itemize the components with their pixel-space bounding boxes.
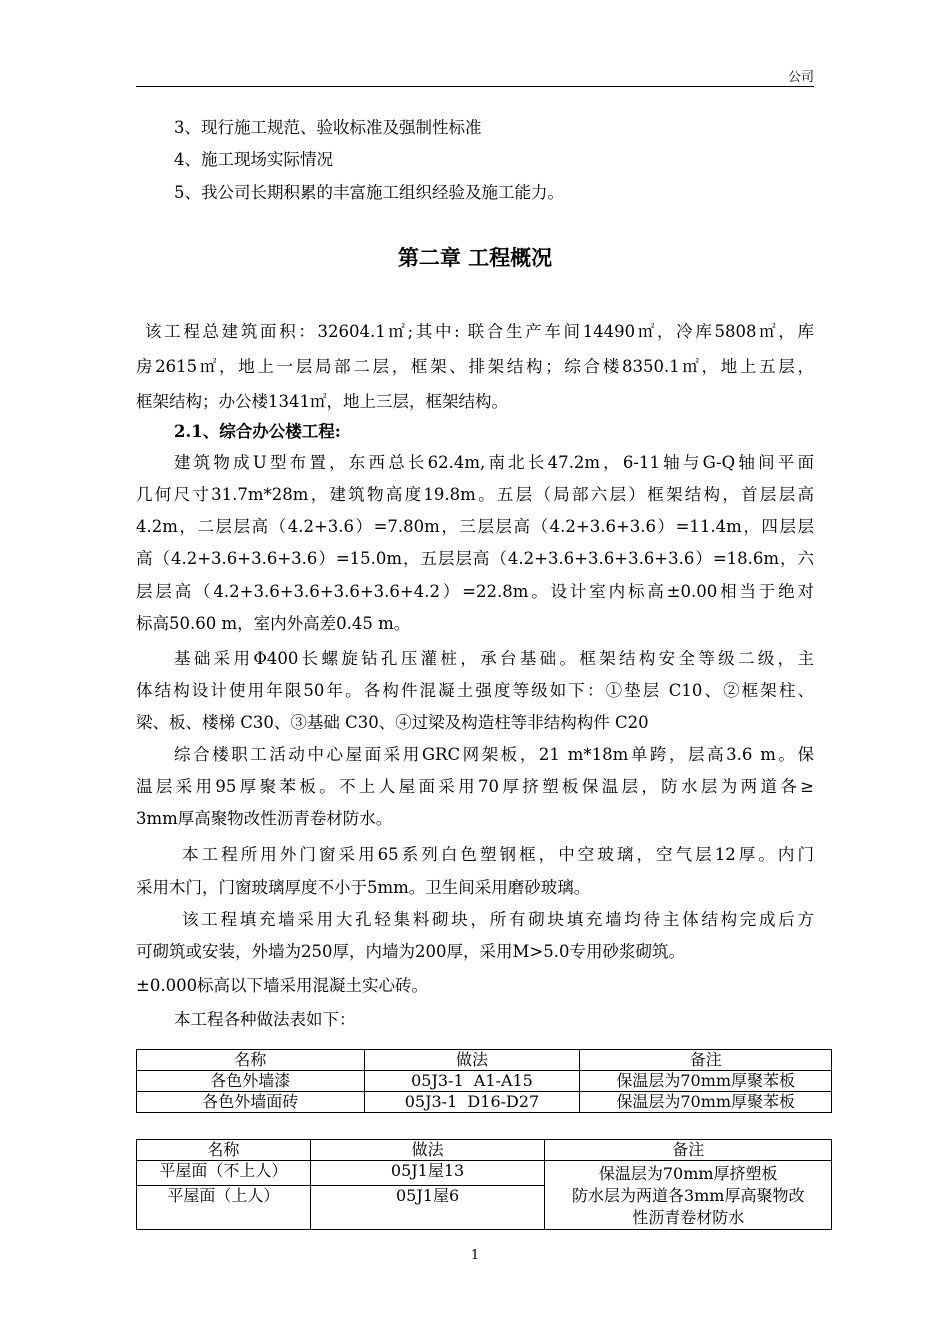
note-line: 保温层为70mm厚挤塑板 bbox=[598, 1164, 778, 1183]
table-cell: 保温层为70mm厚聚苯板 bbox=[580, 1092, 832, 1113]
header-cell: 名称 bbox=[137, 1140, 311, 1161]
table-cell: 05J3-1 D16-D27 bbox=[364, 1092, 580, 1113]
table-row bbox=[137, 1092, 832, 1113]
overview-line: 房2615㎡，地上一层局部二层，框架、排架结构；综合楼8350.1㎡，地上五层， bbox=[136, 357, 814, 376]
table-cell: 平屋面（上人） bbox=[137, 1186, 311, 1230]
table-intro: 本工程各种做法表如下： bbox=[174, 1010, 356, 1029]
paragraph-line: 体结构设计使用年限50年。各构件混凝土强度等级如下：①垫层 C10、②框架柱、 bbox=[136, 681, 814, 700]
paragraph-line: 可砌筑或安装，外墙为250厚，内墙为200厚，采用M>5.0专用砂浆砌筑。 bbox=[136, 942, 685, 961]
header-cell: 做法 bbox=[310, 1140, 545, 1161]
paragraph-line: 标高50.60 m，室内外高差0.45 m。 bbox=[136, 614, 411, 633]
header-rule bbox=[136, 86, 814, 87]
paragraph-line: 该工程填充墙采用大孔轻集料砌块，所有砌块填充墙均待主体结构完成后方 bbox=[182, 910, 814, 929]
paragraph-line: 高（4.2+3.6+3.6+3.6）=15.0m，五层层高（4.2+3.6+3.6+3.6+3.6）=18.6m，六 bbox=[136, 549, 814, 568]
header-company: 公司 bbox=[787, 70, 814, 85]
note-line: 防水层为两道各3mm厚高聚物改 bbox=[571, 1186, 805, 1205]
paragraph-line: 综合楼职工活动中心屋面采用GRC网架板，21 m*18m单跨，层高3.6 m。保 bbox=[174, 745, 814, 764]
paragraph-line: 3mm厚高聚物改性沥青卷材防水。 bbox=[136, 809, 393, 828]
paragraph-line: ±0.000标高以下墙采用混凝土实心砖。 bbox=[136, 976, 429, 995]
basis-item: 5、我公司长期积累的丰富施工组织经验及施工能力。 bbox=[174, 183, 564, 202]
header-cell: 名称 bbox=[137, 1050, 365, 1071]
methods-table-walls bbox=[136, 1049, 832, 1113]
header-cell: 做法 bbox=[364, 1050, 580, 1071]
paragraph-line: 建筑物成U型布置，东西总长62.4m,南北长47.2m，6-11轴与G-Q轴间平面 bbox=[174, 453, 814, 472]
table-cell: 05J3-1 A1-A15 bbox=[364, 1071, 580, 1092]
header-cell: 备注 bbox=[545, 1140, 832, 1161]
paragraph-line: 4.2m，二层层高（4.2+3.6）=7.80m，三层层高（4.2+3.6+3.6）=11.4m，四层层 bbox=[136, 517, 814, 536]
table-cell: 05J1屋13 bbox=[310, 1161, 545, 1186]
overview-line: 该工程总建筑面积：32604.1㎡;其中: 联合生产车间14490㎡，冷库5808㎡，库 bbox=[145, 322, 814, 341]
table-header-row bbox=[137, 1050, 832, 1071]
chapter-title: 第二章 工程概况 bbox=[397, 246, 553, 270]
paragraph-line: 几何尺寸31.7m*28m，建筑物高度19.8m。五层（局部六层）框架结构，首层层高 bbox=[136, 485, 814, 504]
paragraph-line: 基础采用Φ400长螺旋钻孔压灌桩，承台基础。框架结构安全等级二级，主 bbox=[174, 649, 814, 668]
methods-table-roofs bbox=[136, 1139, 832, 1230]
page-number: 1 bbox=[470, 1248, 480, 1263]
section-heading: 2.1、综合办公楼工程: bbox=[174, 422, 341, 441]
paragraph-line: 温层采用95厚聚苯板。不上人屋面采用70厚挤塑板保温层，防水层为两道各≥ bbox=[136, 777, 814, 796]
note-line: 性沥青卷材防水 bbox=[632, 1208, 745, 1227]
table-cell: 各色外墙面砖 bbox=[137, 1092, 365, 1113]
paragraph-line: 梁、板、楼梯 C30、③基础 C30、④过梁及构造柱等非结构构件 C20 bbox=[136, 713, 649, 732]
table-cell: 05J1屋6 bbox=[310, 1186, 545, 1230]
table-cell-note bbox=[545, 1161, 832, 1230]
basis-item: 4、施工现场实际情况 bbox=[174, 150, 333, 169]
paragraph-line: 采用木门，门窗玻璃厚度不小于5mm。卫生间采用磨砂玻璃。 bbox=[136, 878, 591, 897]
paragraph-line: 本工程所用外门窗采用65系列白色塑钢框，中空玻璃，空气层12厚。内门 bbox=[182, 845, 814, 864]
table-row bbox=[137, 1071, 832, 1092]
basis-item: 3、现行施工规范、验收标准及强制性标准 bbox=[174, 118, 482, 137]
header-cell: 备注 bbox=[580, 1050, 832, 1071]
table-cell: 各色外墙漆 bbox=[137, 1071, 365, 1092]
paragraph-line: 层层高（4.2+3.6+3.6+3.6+3.6+4.2）=22.8m。设计室内标高±0.00相当于绝对 bbox=[136, 582, 814, 601]
table-header-row bbox=[137, 1140, 832, 1161]
table-cell: 平屋面（不上人） bbox=[137, 1161, 311, 1186]
table-cell: 保温层为70mm厚聚苯板 bbox=[580, 1071, 832, 1092]
overview-line: 框架结构；办公楼1341㎡，地上三层，框架结构。 bbox=[136, 392, 508, 411]
table-row bbox=[137, 1161, 832, 1186]
